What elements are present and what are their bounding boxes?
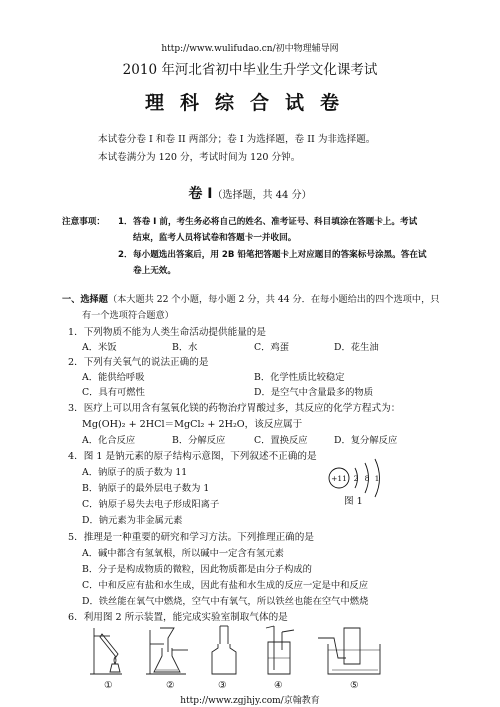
q3-option-b: B．分解反应	[172, 435, 226, 446]
q5-option-a: A．碱中都含有氢氧根，所以碱中一定含有氢元素	[82, 548, 284, 559]
q2-option-a: A．能供给呼吸	[82, 372, 145, 383]
part1-header	[62, 291, 440, 305]
q1-stem: 1．下列物质不能为人类生命活动提供能量的是	[68, 327, 266, 338]
shell-2-count: 8	[364, 474, 370, 483]
q3-option-c: C．置换反应	[254, 435, 308, 446]
header-url: http://www.wulifudao.cn/初中物理辅导网	[161, 44, 339, 54]
q4-option-a: A．钠原子的质子数为 11	[82, 467, 188, 478]
q3-option-d: D．复分解反应	[334, 435, 398, 446]
q3-equation: Mg(OH)₂ + 2HCl＝MgCl₂ + 2H₂O，该反应属于	[82, 419, 303, 430]
part1-label: 一、选择题	[62, 294, 108, 305]
q5-stem: 5．推理是一种重要的研究和学习方法。下列推理正确的是	[68, 532, 314, 543]
apparatus-label-4: ④	[274, 680, 283, 691]
q3-stem: 3．医疗上可以用含有氢氧化镁的药物治疗胃酸过多，其反应的化学方程式为：	[68, 403, 401, 414]
section-heading	[0, 183, 500, 203]
notice-1-num: 1．	[118, 217, 133, 227]
intro-line-2: 本试卷满分为 120 分，考试时间为 120 分钟。	[98, 152, 301, 163]
apparatus-label-1: ①	[104, 680, 113, 691]
q1-option-b: B．水	[172, 342, 198, 353]
q4-option-d: D．钠元素为非金属元素	[82, 515, 183, 526]
q1-option-c: C．鸡蛋	[254, 342, 290, 353]
q5-option-c: C．中和反应有盐和水生成，因此有盐和水生成的反应一定是中和反应	[82, 580, 369, 591]
notice-label: 注意事项：	[62, 217, 105, 227]
part1-desc-1: （本大题共 22 个小题，每小题 2 分，共 44 分．在每小题给出的四个选项中，只	[107, 294, 440, 305]
apparatus-label-5: ⑤	[350, 680, 359, 691]
notice-2-num: 2．	[118, 250, 133, 260]
exam-title: 2010 年河北省初中毕业生升学文化课考试	[122, 62, 378, 78]
q2-option-d: D．是空气中含量最多的物质	[254, 387, 374, 398]
q4-option-c: C．钠原子易失去电子形成阳离子	[82, 499, 220, 510]
figure1-caption: 图 1	[344, 496, 363, 507]
apparatus-5-water-trough	[318, 628, 380, 674]
q3-option-a: A．化合反应	[82, 435, 136, 446]
intro-line-1: 本试卷分卷 I 和卷 II 两部分；卷 I 为选择题，卷 II 为非选择题。	[98, 134, 376, 145]
apparatus-figure	[88, 624, 408, 680]
q4-stem: 4．图 1 是钠元素的原子结构示意图，下列叙述不正确的是	[68, 451, 317, 462]
q2-option-b: B．化学性质比较稳定	[254, 372, 345, 383]
q1-option-a: A．米饭	[82, 342, 117, 353]
apparatus-3-gas-bottle	[212, 626, 236, 674]
apparatus-label-3: ③	[218, 680, 227, 691]
apparatus-2-flask-funnel	[146, 628, 188, 674]
notice-1-line-1: 答卷 I 前，考生务必将自己的姓名、准考证号、科目填涂在答题卡上。考试	[133, 217, 418, 227]
q2-stem: 2．下列有关氧气的说法正确的是	[68, 357, 209, 368]
subject-title: 理科综合试卷	[144, 92, 355, 114]
shell-3-count: 1	[374, 474, 380, 483]
q1-option-d: D．花生油	[334, 342, 379, 353]
apparatus-label-2: ②	[166, 680, 175, 691]
notice-2-line-1: 每小题选出答案后，用 2B 铅笔把答题卡上对应题目的答案标号涂黑。答在试	[133, 250, 427, 260]
notice-1-line-2: 结束，监考人员将试卷和答题卡一并收回。	[133, 233, 297, 243]
q4-option-b: B．钠原子的最外层电子数为 1	[82, 483, 210, 494]
apparatus-4-wash-bottle	[266, 626, 294, 674]
q2-option-c: C．具有可燃性	[82, 387, 145, 398]
q6-stem: 6．利用图 2 所示装置，能完成实验室制取气体的是	[68, 612, 288, 623]
q5-option-b: B．分子是构成物质的微粒，因此物质都是由分子构成的	[82, 564, 312, 575]
apparatus-1-heating-setup	[90, 628, 122, 674]
shell-1-count: 2	[353, 474, 359, 483]
nucleus-label: +11	[331, 474, 347, 483]
notice-2-line-2: 卷上无效。	[133, 266, 176, 276]
section-subtitle: （选择题，共 44 分）	[212, 190, 312, 201]
footer-url: http://www.zgjhjy.com/京翰教育	[180, 696, 320, 706]
section-title: 卷 I	[188, 186, 213, 202]
q5-option-d: D．铁丝能在氧气中燃烧，空气中有氧气，所以铁丝也能在空气中燃烧	[82, 596, 369, 607]
part1-desc-2: 有一个选项符合题意）	[82, 310, 174, 321]
